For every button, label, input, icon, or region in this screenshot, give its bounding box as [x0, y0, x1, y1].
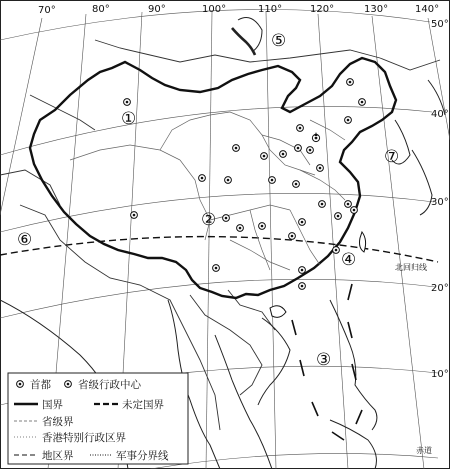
provincial-center-marker [269, 177, 276, 184]
provincial-center-marker [259, 223, 266, 230]
provincial-center-marker [345, 201, 352, 208]
lat-label: 20° [431, 283, 449, 294]
provincial-center-marker [225, 177, 232, 184]
provincial-center-marker [295, 145, 302, 152]
provincial-center-marker [289, 233, 296, 240]
legend-military-line: 军事分界线 [116, 450, 169, 462]
provincial-center-marker [307, 147, 314, 154]
provincial-center-marker [299, 267, 306, 274]
legend-undefined-border: 未定国界 [122, 399, 164, 411]
provincial-center-marker [317, 165, 324, 172]
region-number: ⑥ [17, 230, 33, 250]
lon-label: 130° [364, 4, 389, 15]
lon-label: 120° [310, 4, 335, 15]
lon-label: 110° [258, 4, 283, 15]
provincial-center-marker [335, 213, 342, 220]
equator-label: 赤道 [416, 446, 432, 455]
region-number: ⑤ [271, 31, 287, 51]
lon-label: 70° [38, 5, 56, 16]
region-number: ⑦ [384, 147, 400, 167]
region-number: ① [121, 109, 137, 129]
legend-national-border: 国界 [42, 399, 63, 411]
provincial-center-marker [293, 181, 300, 188]
provincial-center-marker [124, 99, 131, 106]
lon-label: 80° [92, 4, 110, 15]
lat-label: 50° [431, 19, 449, 30]
provincial-center-legend-icon [65, 381, 72, 388]
capital-legend-icon [17, 381, 24, 388]
lon-label: 140° [415, 4, 440, 15]
region-number: ② [201, 210, 217, 230]
provincial-center-marker [199, 175, 206, 182]
legend-hk-border: 香港特别行政区界 [42, 432, 126, 444]
lat-label: 10° [431, 369, 449, 380]
legend-region-border: 地区界 [42, 450, 74, 462]
provincial-center-marker [223, 215, 230, 222]
lon-label: 90° [148, 4, 166, 15]
provincial-center-marker [333, 247, 340, 254]
provincial-center-marker [237, 225, 244, 232]
provincial-center-marker [261, 153, 268, 160]
lat-label: 30° [431, 197, 449, 208]
provincial-center-marker [319, 201, 326, 208]
legend-provincial-center: 省级行政中心 [78, 379, 141, 391]
provincial-center-marker [233, 145, 240, 152]
provincial-center-marker [345, 117, 352, 124]
region-number: ③ [316, 350, 332, 370]
region-number: ④ [341, 250, 357, 270]
provincial-center-marker [280, 151, 287, 158]
provincial-center-marker [213, 265, 220, 272]
legend [8, 373, 188, 464]
provincial-center-marker [299, 283, 306, 290]
provincial-center-marker [131, 212, 138, 219]
lat-label: 40° [431, 109, 449, 120]
lon-label: 100° [202, 4, 227, 15]
provincial-center-marker [347, 79, 354, 86]
provincial-center-marker [359, 99, 366, 106]
provincial-center-marker [299, 219, 306, 226]
legend-capital: 首都 [30, 379, 51, 391]
tropic-label: 北回归线 [395, 263, 427, 272]
provincial-center-marker [351, 207, 358, 214]
provincial-center-marker [297, 125, 304, 132]
legend-provincial-border: 省级界 [42, 416, 74, 428]
